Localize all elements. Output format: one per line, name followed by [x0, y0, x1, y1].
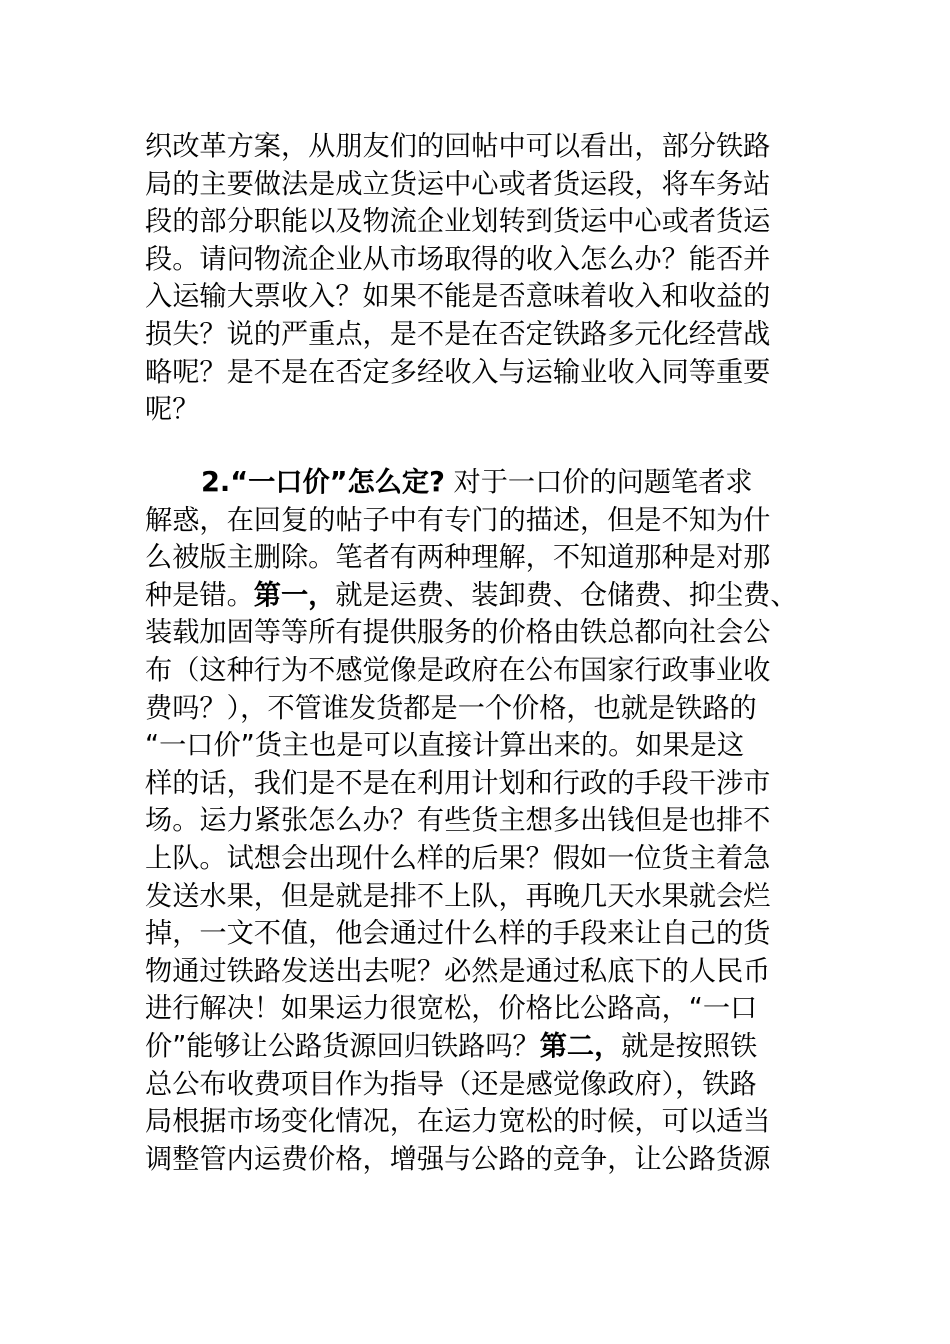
text-line: “一口价”货主也是可以直接计算出来的。如果是这 [145, 730, 745, 762]
text-line: 掉，一文不值，他会通过什么样的手段来让自己的货 [145, 918, 771, 950]
text-line [145, 577, 817, 615]
text-line [145, 1028, 817, 1066]
text-line: 入运输大票收入？如果不能是否意味着收入和收益的 [145, 281, 771, 313]
text-run: 种是错。 [145, 579, 254, 611]
text-line: 上队。试想会出现什么样的后果？假如一位货主着急 [145, 842, 771, 874]
text-line: 调整管内运费价格，增强与公路的竞争，让公路货源 [145, 1143, 771, 1175]
first-point-label: 第一， [253, 579, 336, 611]
text-line: 总公布收费项目作为指导（还是感觉像政府），铁路 [145, 1068, 757, 1100]
text-line: 布（这种行为不感觉像是政府在公布国家行政事业收 [145, 654, 771, 686]
section-heading: 2.“一口价”怎么定? [201, 467, 445, 498]
text-line: 略呢？是不是在否定多经收入与运输业收入同等重要 [145, 356, 771, 388]
paragraph-1 [145, 128, 817, 429]
text-run: 价”能够让公路货源回归铁路吗？ [145, 1030, 540, 1062]
text-line: 解惑，在回复的帖子中有专门的描述，但是不知为什 [145, 504, 771, 536]
text-run: 就是运费、装卸费、仓储费、抑尘费、 [335, 579, 798, 611]
paragraph-2 [145, 464, 817, 1178]
text-line [145, 464, 817, 502]
text-line: 损失？说的严重点，是不是在否定铁路多元化经营战 [145, 318, 771, 350]
text-line: 织改革方案，从朋友们的回帖中可以看出，部分铁路 [145, 131, 771, 162]
text-line: 场。运力紧张怎么办？有些货主想多出钱但是也排不 [145, 805, 771, 837]
text-line: 费吗？），不管谁发货都是一个价格，也就是铁路的 [145, 692, 757, 724]
text-run: 对于一口价的问题笔者求 [444, 467, 753, 498]
text-line: 样的话，我们是不是在利用计划和行政的手段干涉市 [145, 767, 771, 799]
text-line: 局的主要做法是成立货运中心或者货运段，将车务站 [145, 168, 771, 200]
text-line: 么被版主删除。笔者有两种理解，不知道那种是对那 [145, 542, 771, 574]
text-line: 发送水果，但是就是排不上队，再晚几天水果就会烂 [145, 880, 771, 912]
text-line: 呢？ [145, 394, 200, 426]
text-run: 就是按照铁 [621, 1030, 758, 1062]
text-line: 段的部分职能以及物流企业划转到货运中心或者货运 [145, 206, 771, 238]
text-line: 物通过铁路发送出去呢？必然是通过私底下的人民币 [145, 955, 771, 987]
text-line: 进行解决！如果运力很宽松，价格比公路高，“一口 [145, 993, 758, 1025]
text-line: 局根据市场变化情况，在运力宽松的时候，可以适当 [145, 1106, 771, 1138]
text-line: 段。请问物流企业从市场取得的收入怎么办？能否并 [145, 243, 771, 275]
text-line: 装载加固等等所有提供服务的价格由铁总都向社会公 [145, 617, 771, 649]
second-point-label: 第二， [539, 1030, 622, 1062]
